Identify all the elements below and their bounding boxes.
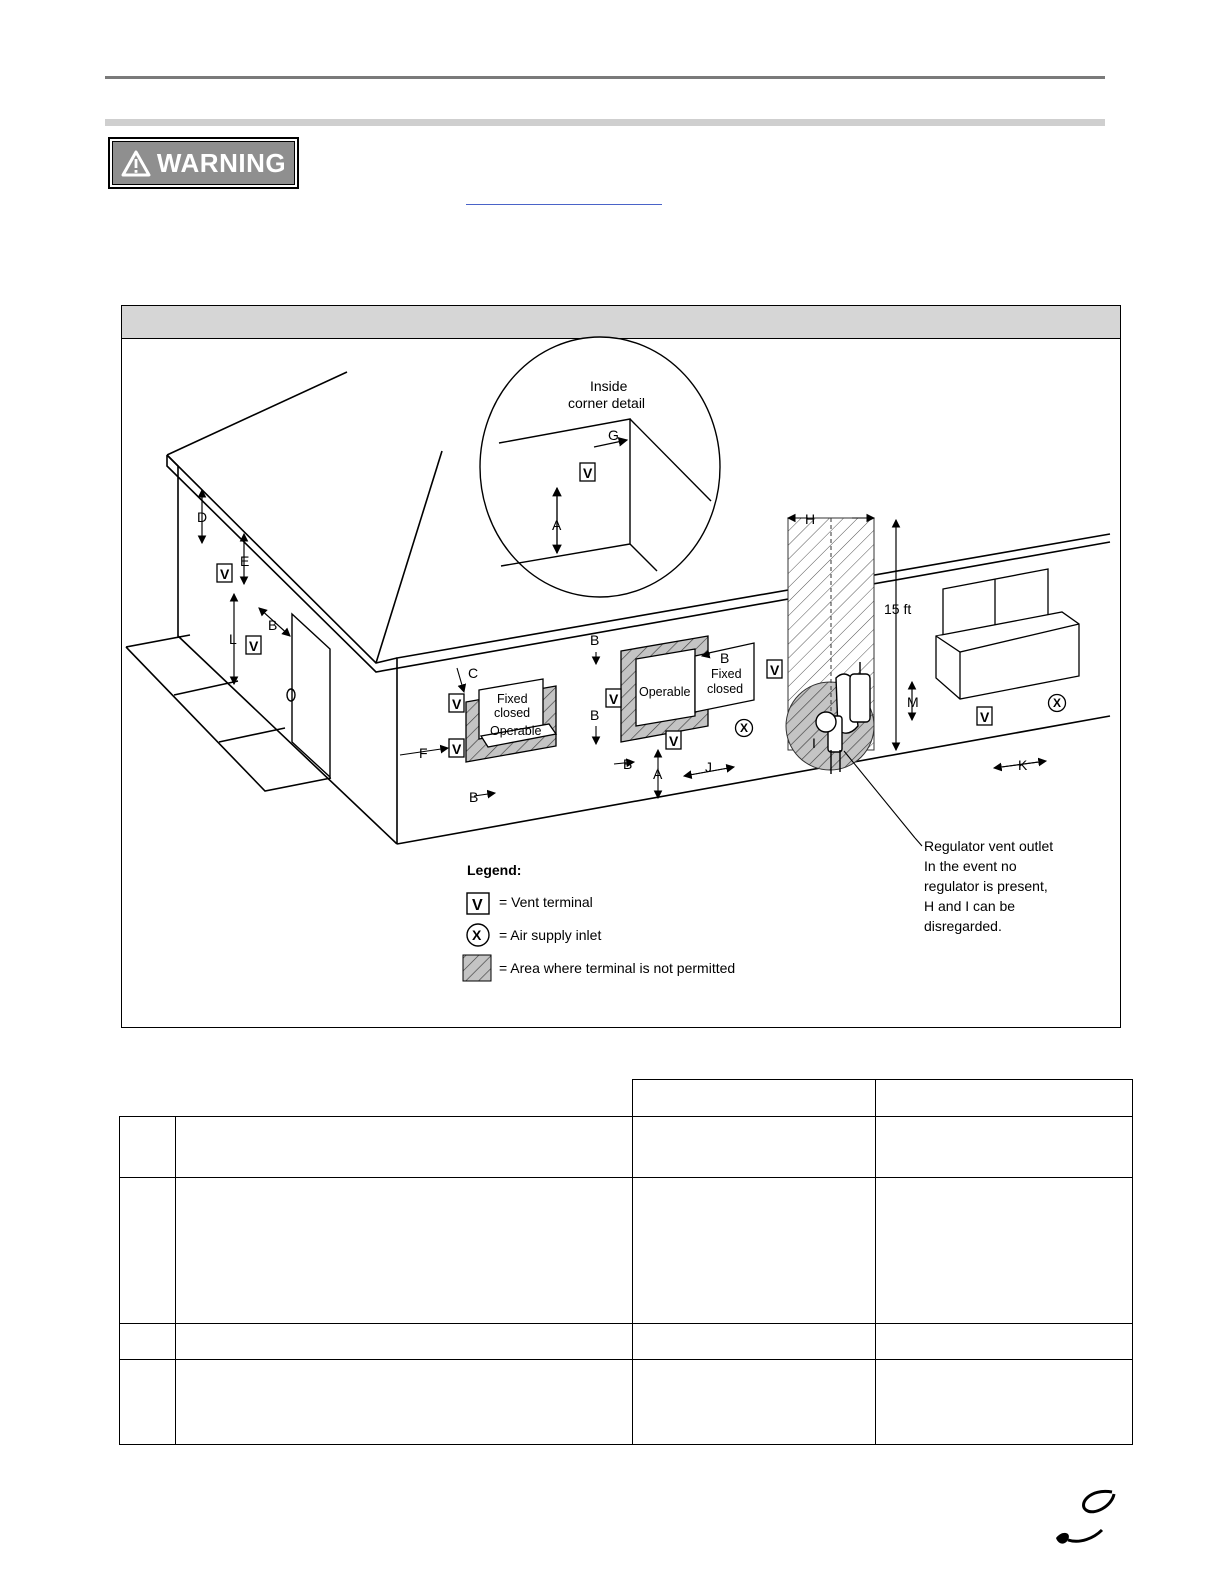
svg-text:B: B: [623, 756, 633, 772]
svg-text:J: J: [705, 759, 712, 775]
svg-text:V: V: [980, 709, 990, 725]
svg-text:H: H: [805, 511, 816, 527]
regulator-note: [924, 838, 1053, 934]
svg-text:Regulator vent outlet: Regulator vent outlet: [924, 838, 1054, 854]
svg-text:K: K: [1018, 757, 1028, 773]
brand-logo-icon: [1050, 1486, 1120, 1548]
table-cell: [875, 1323, 1132, 1359]
corner-detail-title-1: Inside: [590, 378, 628, 394]
dim-G: G: [608, 427, 619, 443]
hyperlink-underline[interactable]: [466, 204, 662, 205]
table-cell: [632, 1177, 875, 1323]
svg-text:B: B: [268, 617, 278, 633]
window-center-operable: Operable: [639, 685, 691, 699]
svg-text:V: V: [669, 733, 679, 749]
svg-text:C: C: [468, 665, 479, 681]
window-left-fixed: Fixed: [497, 692, 528, 706]
table-cell: [632, 1323, 875, 1359]
svg-text:E: E: [240, 553, 250, 569]
window-right-box: [936, 569, 1079, 699]
warning-inner: [112, 141, 295, 185]
svg-text:M: M: [907, 694, 919, 710]
table-cell: [176, 1177, 633, 1323]
table-cell: [176, 1359, 633, 1444]
svg-text:V: V: [609, 691, 619, 707]
svg-text:X: X: [1053, 696, 1062, 710]
svg-text:V: V: [220, 566, 230, 582]
legend-not-permitted: = Area where terminal is not permitted: [499, 960, 736, 976]
svg-text:regulator is present,: regulator is present,: [924, 878, 1048, 894]
table-row: [120, 1323, 1133, 1359]
svg-text:15 ft: 15 ft: [884, 601, 912, 617]
warning-triangle-icon: [121, 150, 151, 177]
table-cell: [632, 1116, 875, 1177]
table-cell: [120, 1323, 176, 1359]
svg-text:X: X: [472, 927, 482, 943]
legend-hatch-icon: [463, 955, 491, 981]
corner-detail-title-2: corner detail: [568, 395, 646, 411]
window-center-closed: closed: [707, 682, 744, 696]
table-header-cell: [875, 1080, 1132, 1117]
legend-vent-terminal: = Vent terminal: [499, 894, 593, 910]
table-cell: [176, 1116, 633, 1177]
svg-text:V: V: [249, 638, 259, 654]
table-row: [120, 1116, 1133, 1177]
svg-text:V: V: [770, 662, 780, 678]
table-header-cell: [632, 1080, 875, 1117]
table-cell: [875, 1116, 1132, 1177]
window-left-operable: Operable: [490, 724, 542, 738]
table-cell: [120, 1359, 176, 1444]
svg-text:L: L: [229, 631, 237, 647]
corner-vent-symbol: V: [583, 465, 593, 481]
corner-vent-terminal: [580, 463, 595, 481]
warning-badge: [108, 137, 299, 189]
table-cell: [875, 1177, 1132, 1323]
table-row: [120, 1359, 1133, 1444]
header-rule: [105, 76, 1105, 79]
svg-text:disregarded.: disregarded.: [924, 918, 1002, 934]
window-center-fixed: Fixed: [711, 667, 742, 681]
svg-text:X: X: [740, 721, 749, 735]
warning-label: WARNING: [156, 147, 287, 178]
svg-text:F: F: [419, 745, 428, 761]
window-left-closed: closed: [494, 706, 531, 720]
svg-text:B: B: [469, 789, 479, 805]
legend-title: Legend:: [467, 862, 522, 878]
table-cell: [120, 1116, 176, 1177]
svg-text:I: I: [812, 735, 816, 751]
svg-text:V: V: [452, 741, 462, 757]
table-cell: [120, 1177, 176, 1323]
svg-text:B: B: [590, 632, 600, 648]
front-door: [287, 614, 330, 777]
svg-text:B: B: [590, 707, 600, 723]
table-cell: [176, 1323, 633, 1359]
air-inlets: [736, 695, 1066, 737]
svg-text:In the event no: In the event no: [924, 858, 1017, 874]
svg-text:H and I can be: H and I can be: [924, 898, 1016, 914]
table-row: [120, 1177, 1133, 1323]
svg-text:V: V: [472, 897, 483, 914]
svg-text:B: B: [720, 650, 730, 666]
svg-text:D: D: [197, 509, 208, 525]
dim-A-corner: A: [552, 517, 562, 533]
inside-corner-detail: [480, 337, 720, 597]
legend-air-supply-inlet: = Air supply inlet: [499, 927, 602, 943]
vent-clearance-figure: [121, 305, 1121, 1028]
svg-text:V: V: [452, 696, 462, 712]
table-cell: [875, 1359, 1132, 1444]
vent-clearance-diagram: [122, 306, 1122, 1029]
section-band: [105, 119, 1105, 126]
table-cell: [632, 1359, 875, 1444]
clearance-table: [119, 1079, 1133, 1445]
table-header-row: [120, 1080, 1133, 1117]
svg-text:A: A: [653, 766, 663, 782]
legend: [463, 862, 735, 981]
